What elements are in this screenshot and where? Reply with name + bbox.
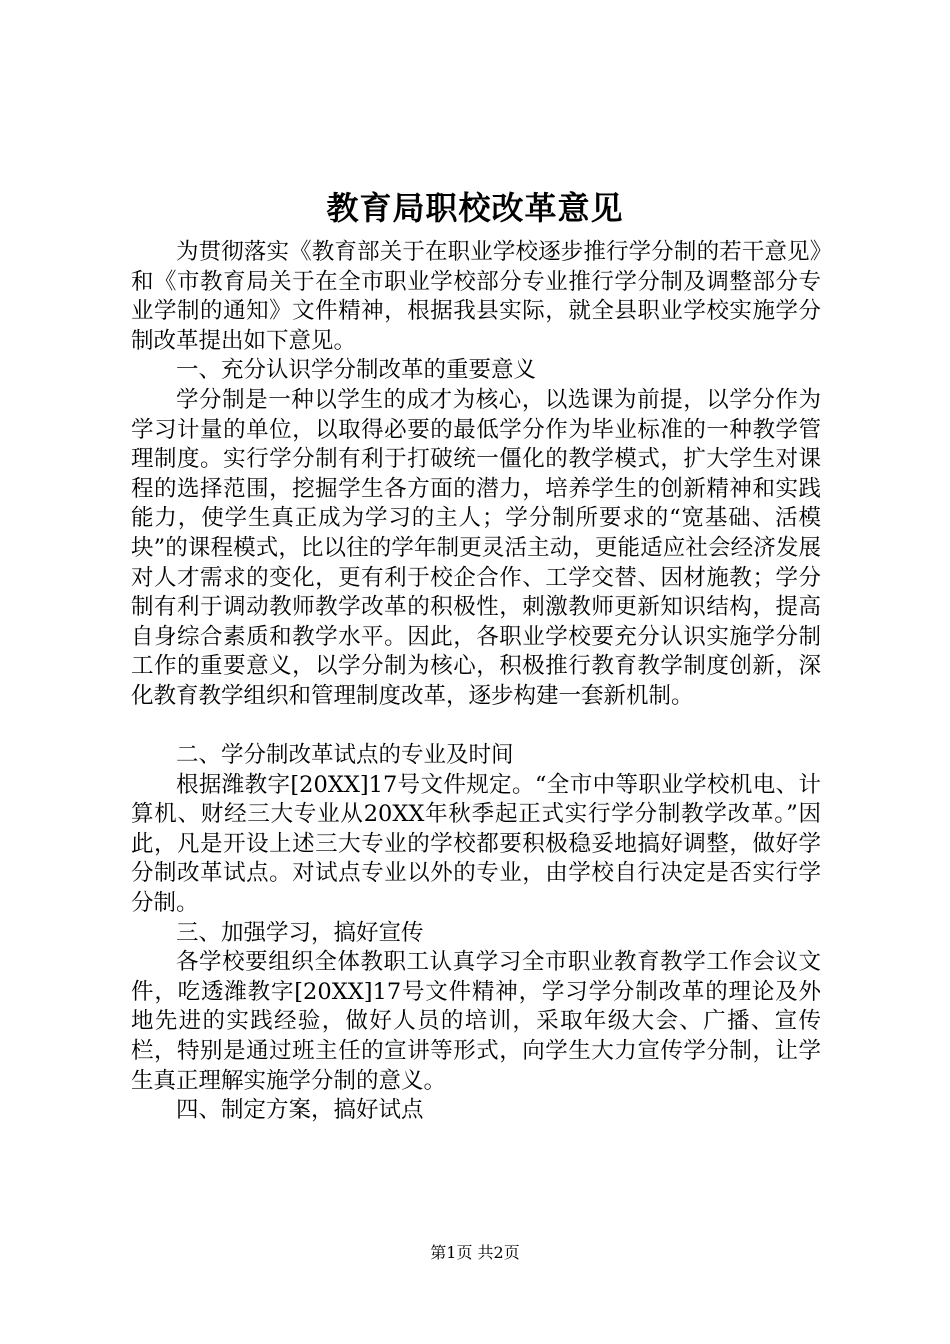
intro-paragraph: 为贯彻落实《教育部关于在职业学校逐步推行学分制的若干意见》和《市教育局关于在全市职业学校部分专业推行学分制及调整部分专业学制的通知》文件精神，根据我县实际，就全县职业学校实施学分制改革提出如下意见。 <box>131 239 821 354</box>
section-1-heading: 一、充分认识学分制改革的重要意义 <box>176 357 537 384</box>
page-number-footer: 第1页 共2页 <box>430 1243 520 1262</box>
document-body <box>131 238 821 1126</box>
section-3-body: 各学校要组织全体教职工认真学习全市职业教育教学工作会议文件，吃透潍教字[20XX]17号文件精神，学习学分制改革的理论及外地先进的实践经验，做好人员的培训，采取年级大会、广播、宣传栏，特别是通过班主任的宣讲等形式，向学生大力宣传学分制，让学生真正理解实施学分制的意义。 <box>131 949 821 1094</box>
paragraph-spacer <box>131 712 821 742</box>
section-2-heading: 二、学分制改革试点的专业及时间 <box>176 742 514 769</box>
section-2-body: 根据潍教字[20XX]17号文件规定。“全市中等职业学校机电、计算机、财经三大专业从20XX年秋季起正式实行学分制教学改革。”因此，凡是开设上述三大专业的学校都要积极稳妥地搞好调整，做好学分制改革试点。对试点专业以外的专业，由学校自行决定是否实行学分制。 <box>131 771 821 917</box>
section-3-heading: 三、加强学习，搞好宣传 <box>176 919 424 946</box>
document-title: 教育局职校改革意见 <box>326 189 624 227</box>
section-1-body: 学分制是一种以学生的成才为核心，以选课为前提，以学分作为学习计量的单位，以取得必要的最低学分作为毕业标准的一种教学管理制度。实行学分制有利于打破统一僵化的教学模式，扩大学生对课程的选择范围，挖掘学生各方面的潜力，培养学生的创新精神和实践能力，使学生真正成为学习的主人；学分制所要求的“宽基础、活模块”的课程模式，比以往的学年制更灵活主动，更能适应社会经济发展对人才需求的变化，更有利于校企合作、工学交替、因材施教；学分制有利于调动教师教学改革的积极性，刺激教师更新知识结构，提高自身综合素质和教学水平。因此，各职业学校要充分认识实施学分制工作的重要意义，以学分制为核心，积极推行教育教学制度创新，深化教育教学组织和管理制度改革，逐步构建一套新机制。 <box>131 386 821 709</box>
section-4-heading: 四、制定方案，搞好试点 <box>176 1097 424 1124</box>
